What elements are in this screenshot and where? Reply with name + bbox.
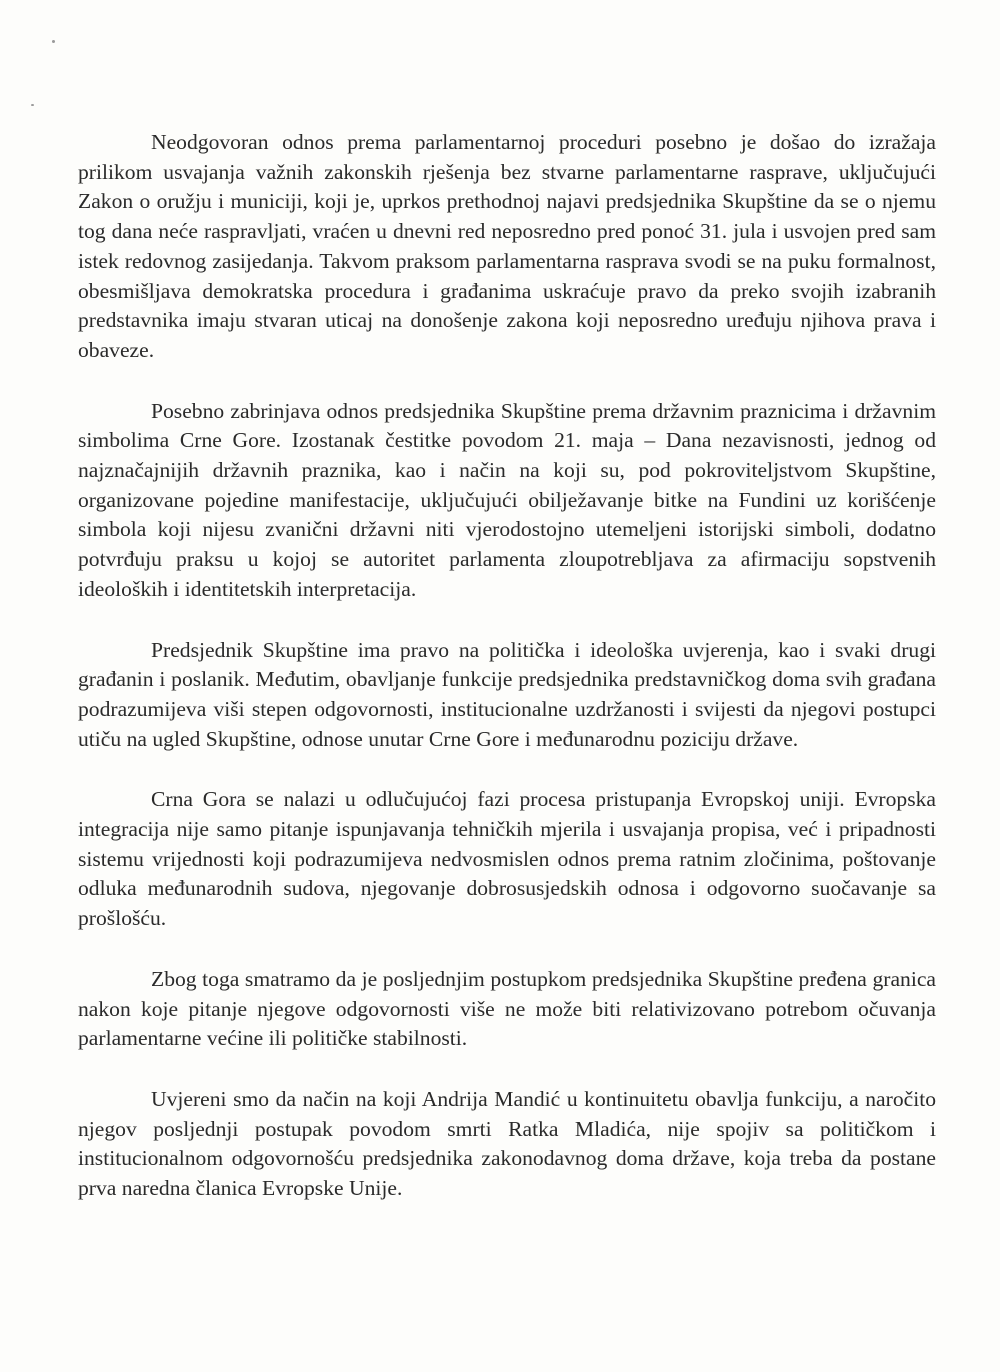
paragraph-eu-accession: Crna Gora se nalazi u odlučujućoj fazi procesa pristupanja Evropskoj uniji. Evropska integracija nije samo pitanje ispunjavanja tehničkih mjerila i usvajanja propisa, već i pripadnosti sistemu vrijednosti koji podrazumijeva nedvosmislen odnos prema ratnim zločinima, poštovanje odluka međunarodnih sudova, njegovanje dobrosusjedskih odnosa i odgovorno suočavanje sa prošlošću. bbox=[78, 787, 936, 931]
document-body bbox=[78, 128, 936, 1204]
scan-speck bbox=[31, 104, 34, 106]
paragraph-president-responsibility: Predsjednik Skupštine ima pravo na politička i ideološka uvjerenja, kao i svaki drugi građanin i poslanik. Međutim, obavljanje funkcije predsjednika predstavničkog doma svih građana podrazumijeva viši stepen odgovornosti, institucionalne uzdržanosti i svijesti da njegovi postupci utiču na ugled Skupštine, odnose unutar Crne Gore i međunarodnu poziciju države. bbox=[78, 637, 936, 751]
scan-speck bbox=[52, 40, 55, 43]
paragraph-conclusion: Uvjereni smo da način na koji Andrija Mandić u kontinuitetu obavlja funkciju, a naročito njegov posljednji postupak povodom smrti Ratka Mladića, nije spojiv sa političkom i institucionalnom odgovornošću predsjednika zakonodavnog doma države, koja treba da postane prva naredna članica Evropske Unije. bbox=[78, 1086, 936, 1201]
paragraph-line-crossed: Zbog toga smatramo da je posljednjim postupkom predsjednika Skupštine pređena granica nakon koje pitanje njegove odgovornosti više ne može biti relativizovano potrebom očuvanja parlamentarne većine ili političke stabilnosti. bbox=[78, 966, 936, 1051]
paragraph-state-holidays-symbols: Posebno zabrinjava odnos predsjednika Skupštine prema državnim praznicima i državnim simbolima Crne Gore. Izostanak čestitke povodom 21. maja – Dana nezavisnosti, jednog od najznačajnijih državnih praznika, kao i način na koji su, pod pokroviteljstvom Skupštine, organizovane pojedine manifestacije, uključujući obilježavanje bitke na Fundini uz korišćenje simbola koji nijesu zvanični državni niti vjerodostojno utemeljeni istorijski simboli, dodatno potvrđuju praksu u kojoj se autoritet parlamenta zloupotrebljava za afirmaciju sopstvenih ideoloških i identitetskih interpretacija. bbox=[78, 398, 936, 601]
paragraph-parliamentary-procedure: Neodgovoran odnos prema parlamentarnoj proceduri posebno je došao do izražaja prilikom usvajanja važnih zakonskih rješenja bez stvarne parlamentarne rasprave, uključujući Zakon o oružju i municiji, koji je, uprkos prethodnoj najavi predsjednika Skupštine da se o njemu tog dana neće raspravljati, vraćen u dnevni red neposredno pred ponoć 31. jula i usvojen pred sam istek redovnog zasijedanja. Takvom praksom parlamentarna rasprava svodi se na puku formalnost, obesmišljava demokratska procedura i građanima uskraćuje pravo da preko svojih izabranih predstavnika imaju stvaran uticaj na donošenje zakona koji neposredno uređuju njihova prava i obaveze. bbox=[78, 130, 936, 362]
